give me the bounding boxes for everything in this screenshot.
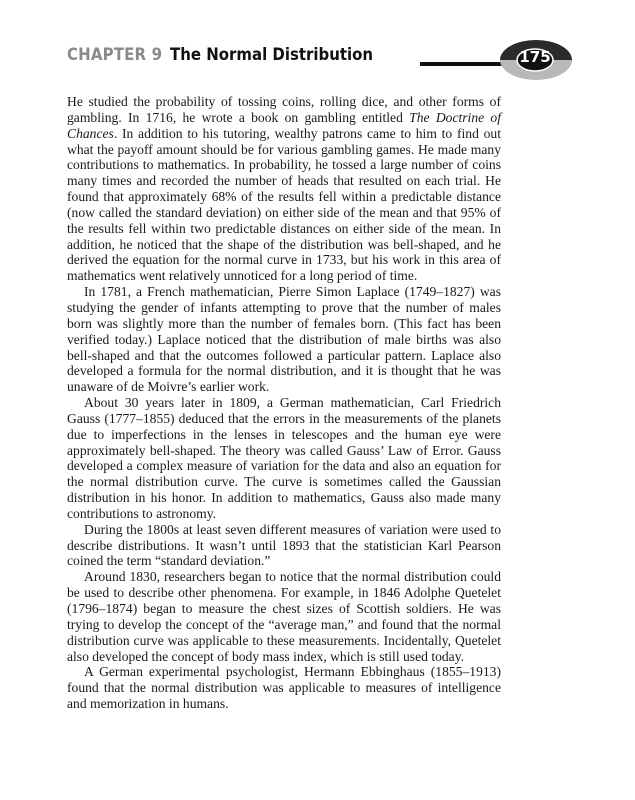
body-text — [67, 94, 501, 712]
paragraph: Around 1830, researchers began to notice that the normal distribution could be used to describe other phenomena. For example, in 1846 Adolphe Quetelet (1796–1874) began to measure the chest sizes of Scottish soldiers. He was trying to develop the concept of the “average man,” and found that the normal distribution curve was applicable to these measurements. Incidentally, Quetelet also developed the concept of body mass index, which is still used today. — [67, 569, 501, 664]
paragraph — [67, 94, 501, 284]
paragraph: During the 1800s at least seven different measures of variation were used to describe distributions. It wasn’t until 1893 that the statistician Karl Pearson coined the term “standard deviation.” — [67, 521, 501, 569]
paragraph-text: . In addition to his tutoring, wealthy patrons came to him to find out what the payoff amount should be for various gambling games. He made many contributions to mathematics. In probability, he tossed a large number of coins many times and recorded the number of heads that resulted on each trial. He found that approximately 68% of the results fell within a predictable distance (now called the standard deviation) on either side of the mean and that 95% of the results fell within two predictable distances on either side of the mean. In addition, he noticed that the shape of the distribution was bell-shaped, and he derived the equation for the normal curve in 1733, but his work in this area of mathematics went relatively unnoticed for a long period of time. — [67, 125, 501, 284]
chapter-title: The Normal Distribution — [170, 45, 374, 65]
paragraph-text: He studied the probability of tossing coins, rolling dice, and other forms of gambling. In 1716, he wrote a book on gambling entitled — [67, 94, 501, 125]
paragraph: In 1781, a French mathematician, Pierre Simon Laplace (1749–1827) was studying the gender of infants attempting to prove that the number of males born was slightly more than the number of females born. (This fact has been verified today.) Laplace noticed that the distribution of male births was also bell-shaped and that the outcomes followed a particular pattern. Laplace also developed a formula for the normal distribution, and it is thought that he was unaware of de Moivre’s earlier work. — [67, 284, 501, 395]
book-title: The Doctrine of Chances — [67, 109, 501, 141]
paragraph: About 30 years later in 1809, a German mathematician, Carl Friedrich Gauss (1777–1855) deduced that the errors in the measurements of the planets due to imperfections in the lenses in telescopes and the human eye were approximately bell-shaped. The theory was called Gauss’ Law of Error. Gauss developed a complex measure of variation for the data and also an equation for the normal distribution curve. The curve is sometimes called the Gaussian distribution in his honor. In addition to mathematics, Gauss also made many contributions to astronomy. — [67, 395, 501, 521]
paragraph: A German experimental psychologist, Hermann Ebbinghaus (1855–1913) found that the normal distribution was applicable to measures of intelligence and memorization in humans. — [67, 664, 501, 712]
running-header — [0, 0, 635, 95]
chapter-label: CHAPTER 9 — [67, 45, 163, 65]
page-number: 175 — [519, 48, 551, 66]
